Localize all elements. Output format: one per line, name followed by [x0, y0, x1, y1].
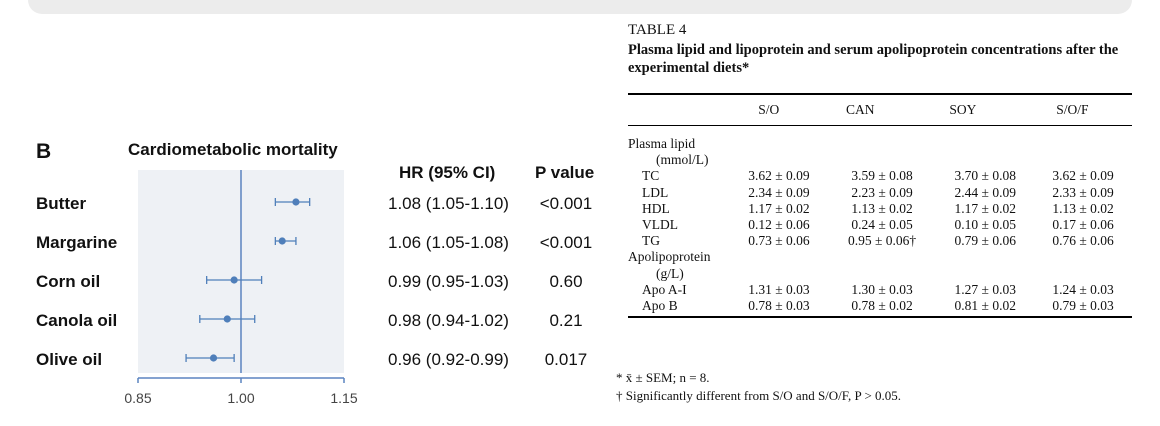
row-label: TC — [642, 168, 660, 184]
hr-value: 0.96 (0.92-0.99) — [388, 350, 509, 369]
table-row — [628, 168, 1132, 184]
forest-plot — [118, 170, 368, 410]
section-row — [628, 136, 1132, 152]
table-row — [628, 201, 1132, 217]
cell: 1.13 ± 0.02 — [1052, 200, 1114, 216]
cell: 2.23 ± 0.09 — [851, 184, 913, 200]
table-row — [628, 233, 1132, 249]
cell: 1.24 ± 0.03 — [1052, 281, 1114, 297]
x-axis-tick-label: 1.15 — [330, 390, 358, 406]
hr-value: 1.08 (1.05-1.10) — [388, 194, 509, 213]
p-value: 0.21 — [549, 311, 583, 330]
hr-value: 1.06 (1.05-1.08) — [388, 233, 509, 252]
hr-value: 0.99 (0.95-1.03) — [388, 272, 509, 291]
cell: 2.33 ± 0.09 — [1052, 184, 1114, 200]
cell: 3.62 ± 0.09 — [1052, 168, 1114, 184]
p-value: 0.017 — [544, 350, 588, 369]
table-row — [628, 298, 1132, 314]
x-axis-tick-label: 0.85 — [124, 390, 152, 406]
hr-value: 0.98 (0.94-1.02) — [388, 311, 509, 330]
hr-point — [224, 315, 231, 322]
cell: 0.76 ± 0.06 — [1052, 233, 1114, 249]
forest-title: Cardiometabolic mortality — [128, 140, 338, 159]
cell: 0.78 ± 0.02 — [851, 298, 913, 314]
table-body — [628, 95, 1132, 125]
row-label: Margarine — [36, 233, 118, 252]
p-value: 0.60 — [549, 272, 583, 291]
row-label: Canola oil — [36, 311, 118, 330]
table-rows — [628, 136, 1132, 314]
bottom-rule — [628, 316, 1132, 318]
header-blank — [628, 95, 730, 125]
cell: 0.81 ± 0.02 — [954, 298, 1016, 314]
column-header: SOY — [949, 102, 977, 117]
row-label: Butter — [36, 194, 87, 213]
hr-point — [231, 276, 238, 283]
table-number: TABLE 4 — [628, 22, 687, 38]
hr-point — [292, 198, 299, 205]
row-label: Olive oil — [36, 350, 103, 369]
section-row — [628, 266, 1132, 282]
cell: 3.70 ± 0.08 — [954, 168, 1016, 184]
cell: 0.10 ± 0.05 — [954, 217, 1016, 233]
cell: 0.79 ± 0.03 — [1052, 298, 1114, 314]
hr-point — [210, 354, 217, 361]
section-row — [628, 152, 1132, 168]
footnote: † Significantly different from S/O and S/O/F, P > 0.05. — [616, 388, 902, 403]
cell: 3.62 ± 0.09 — [748, 168, 810, 184]
cell: 3.59 ± 0.08 — [851, 168, 913, 184]
hr-header: HR (95% CI) — [399, 163, 496, 182]
cell: 2.34 ± 0.09 — [748, 184, 810, 200]
caption-text: Plasma lipid and lipoprotein and serum apolipoprotein concentrations after the experimental diets* — [628, 42, 1119, 76]
cell: 1.31 ± 0.03 — [748, 281, 810, 297]
section-row — [628, 249, 1132, 265]
cell: 1.30 ± 0.03 — [851, 281, 913, 297]
column-header: S/O — [758, 102, 780, 117]
row-label: Corn oil — [36, 272, 101, 291]
top-bar — [28, 0, 1132, 14]
cell: 0.73 ± 0.06 — [748, 233, 810, 249]
p-value: <0.001 — [539, 194, 593, 213]
row-label: LDL — [642, 184, 669, 200]
column-header: S/O/F — [1056, 102, 1089, 117]
panel-letter: B — [36, 140, 52, 163]
section-label: Apolipoprotein — [628, 249, 711, 265]
p-value: <0.001 — [539, 233, 593, 252]
footnote: * x̄ ± SEM; n = 8. — [616, 370, 710, 385]
cell: 0.79 ± 0.06 — [954, 233, 1016, 249]
row-label: VLDL — [642, 217, 678, 233]
table-caption — [628, 41, 1138, 77]
column-header: CAN — [846, 102, 875, 117]
cell: 1.17 ± 0.02 — [748, 200, 810, 216]
section-unit: (g/L) — [656, 265, 684, 281]
cell: 1.17 ± 0.02 — [954, 200, 1016, 216]
cell: 2.44 ± 0.09 — [954, 184, 1016, 200]
cell: 1.13 ± 0.02 — [851, 200, 913, 216]
data-table — [628, 93, 1132, 318]
table-row — [628, 282, 1132, 298]
hr-point — [279, 237, 286, 244]
cell: 0.24 ± 0.05 — [851, 217, 913, 233]
x-axis-tick-label: 1.00 — [227, 390, 255, 406]
row-label: Apo A-I — [642, 281, 687, 297]
section-label: Plasma lipid — [628, 136, 696, 151]
header-row — [628, 95, 1132, 125]
row-label: HDL — [642, 200, 670, 216]
section-unit: (mmol/L) — [656, 152, 709, 168]
table-row — [628, 185, 1132, 201]
p-header: P value — [535, 163, 595, 182]
table-row — [628, 217, 1132, 233]
row-label: Apo B — [642, 298, 678, 314]
cell: 0.95 ± 0.06† — [848, 233, 917, 249]
cell: 0.17 ± 0.06 — [1052, 217, 1114, 233]
row-label: TG — [642, 233, 660, 249]
cell: 0.12 ± 0.06 — [748, 217, 810, 233]
cell: 1.27 ± 0.03 — [954, 281, 1016, 297]
header-rule — [628, 125, 1132, 126]
cell: 0.78 ± 0.03 — [748, 298, 810, 314]
